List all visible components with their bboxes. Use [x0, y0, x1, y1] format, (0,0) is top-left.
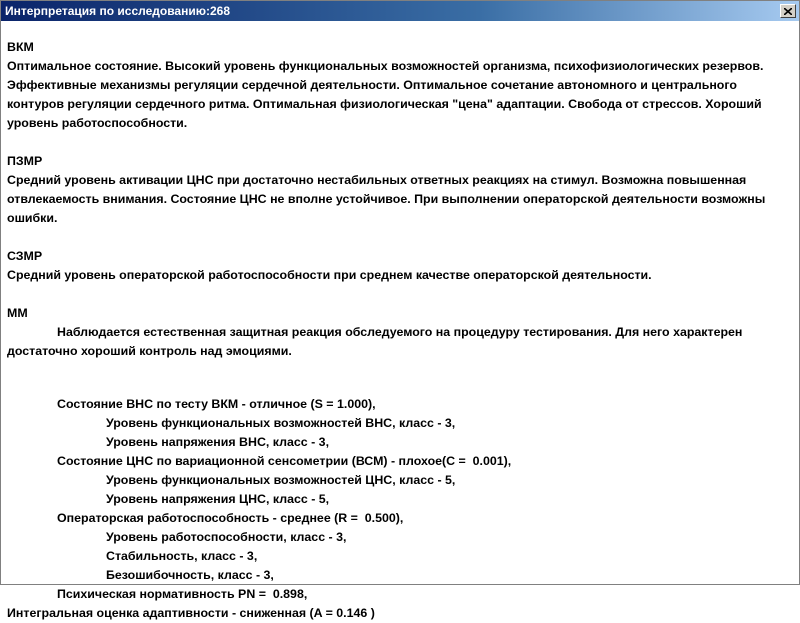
close-button[interactable]	[780, 4, 796, 18]
summary-line: Безошибочность, класс - 3,	[106, 568, 274, 582]
summary-block	[7, 395, 793, 623]
section-text: Наблюдается естественная защитная реакция обследуемого на процедуру тестирования. Для него характерен достаточно хороший контроль над эмоциями.	[7, 325, 743, 358]
summary-line: Уровень функциональных возможностей ЦНС, класс - 5,	[106, 473, 456, 487]
summary-line: Состояние ВНС по тесту ВКМ - отличное (S = 1.000),	[57, 397, 376, 411]
summary-line: Уровень работоспособности, класс - 3,	[106, 530, 347, 544]
summary-line: Уровень напряжения ВНС, класс - 3,	[106, 435, 330, 449]
section-text: Средний уровень активации ЦНС при достаточно нестабильных ответных реакциях на стимул. Возможна повышенная отвлекаемость внимания. Состояние ЦНС не вполне устойчивое. При выполнении операторской деятельности возможны ошибки.	[7, 173, 766, 225]
title-bar[interactable]	[1, 1, 799, 21]
section-text: Средний уровень операторской работоспособности при среднем качестве операторской деятельности.	[7, 268, 652, 282]
summary-line: Стабильность, класс - 3,	[106, 549, 258, 563]
spacer	[7, 361, 793, 395]
section-pzmr	[7, 152, 793, 228]
section-heading: СЗМР	[7, 249, 43, 263]
summary-line: Состояние ЦНС по вариационной сенсометрии (ВСМ) - плохое(C = 0.001),	[57, 454, 512, 468]
summary-line: Интегральная оценка адаптивности - сниженная (A = 0.146 )	[7, 606, 375, 620]
summary-line: Уровень функциональных возможностей ВНС, класс - 3,	[106, 416, 456, 430]
section-vkm	[7, 38, 793, 133]
report-body	[7, 38, 793, 623]
summary-line: Уровень напряжения ЦНС, класс - 5,	[106, 492, 330, 506]
window-title: Интерпретация по исследованию:268	[5, 4, 230, 18]
section-heading: ВКМ	[7, 40, 34, 54]
section-szmr	[7, 247, 793, 285]
summary-line: Операторская работоспособность - среднее (R = 0.500),	[57, 511, 404, 525]
section-text: Оптимальное состояние. Высокий уровень функциональных возможностей организма, психофизиологических резервов. Эффективные механизмы регуляции сердечной деятельности. Оптимальное сочетание автономного и центрального контуров регуляции сердечного ритма. Оптимальная физиологическая "цена" адаптации. Свобода от стрессов. Хороший уровень работоспособности.	[7, 59, 764, 130]
summary-line: Психическая нормативность PN = 0.898,	[57, 587, 308, 601]
close-icon	[784, 8, 792, 15]
section-heading: ПЗМР	[7, 154, 43, 168]
section-heading: ММ	[7, 306, 28, 320]
section-mm	[7, 304, 793, 361]
